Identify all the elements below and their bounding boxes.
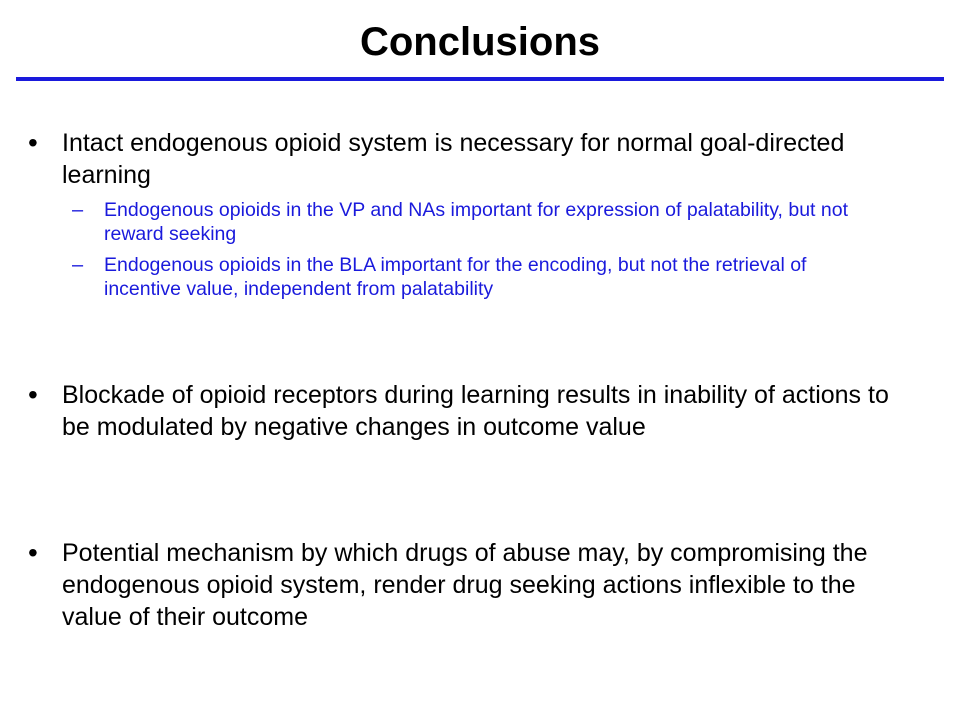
bullet-icon: •: [28, 537, 38, 568]
dash-icon: –: [72, 199, 84, 221]
bullet-icon: •: [28, 379, 38, 410]
slide-title: Conclusions: [359, 20, 601, 64]
dash-icon: –: [72, 254, 84, 276]
bullet-text: Blockade of opioid receptors during learning results in inability of actions to be modulated by negative changes in outcome value: [62, 381, 889, 441]
sub-bullet-item: [72, 253, 872, 301]
bullet-text: Intact endogenous opioid system is necessary for normal goal-directed learning: [62, 129, 845, 189]
bullet-text: Potential mechanism by which drugs of abuse may, by compromising the endogenous opioid system, render drug seeking actions inflexible to the value of their outcome: [62, 539, 868, 631]
bullet-item: [28, 537, 908, 633]
sub-bullet-item: [72, 198, 872, 246]
sub-bullet-text: Endogenous opioids in the VP and NAs important for expression of palatability, but not reward seeking: [104, 199, 848, 245]
bullet-item: [28, 379, 908, 443]
bullet-icon: •: [28, 127, 38, 158]
title-underline: [16, 77, 944, 81]
bullet-item: [28, 127, 908, 301]
sub-bullet-text: Endogenous opioids in the BLA important for the encoding, but not the retrieval of incentive value, independent from palatability: [104, 254, 807, 300]
